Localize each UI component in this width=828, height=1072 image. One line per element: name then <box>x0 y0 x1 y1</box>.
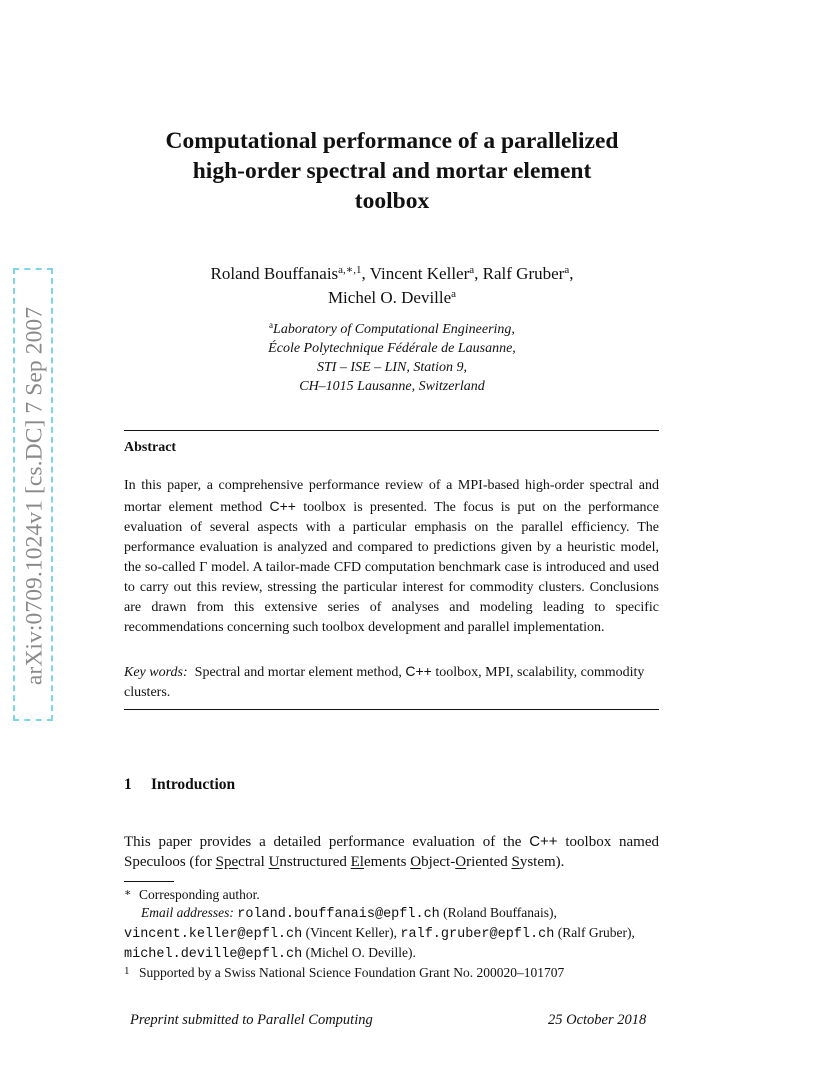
title-line: high-order spectral and mortar element <box>192 158 592 184</box>
cpp-label: C++ <box>269 498 296 514</box>
author-sup: a <box>469 264 475 276</box>
author-name: Ralf Gruber <box>482 264 565 283</box>
footnote-emails: Email addresses: roland.bouffanais@epfl.ch (Roland Bouffanais), <box>141 905 557 922</box>
affiliation-line: Laboratory of Computational Engineering, <box>273 322 515 337</box>
author-sup: a,∗,1 <box>338 264 362 276</box>
affiliation-line: STI – ISE – LIN, Station 9, <box>316 360 468 375</box>
author-sup: a <box>564 264 570 276</box>
title-line: toolbox <box>354 188 430 214</box>
affiliation-line: CH–1015 Lausanne, Switzerland <box>299 379 485 394</box>
email-link[interactable]: ralf.gruber@epfl.ch <box>400 927 555 942</box>
keywords-label: Key words: <box>124 665 188 680</box>
section-number: 1 <box>124 776 132 793</box>
abstract-bottom-rule <box>124 709 659 710</box>
footnote-rule <box>124 881 174 882</box>
keywords: Key words: Spectral and mortar element method, C++ toolbox, MPI, scalability, commodity clusters. <box>124 663 645 700</box>
title-line: Computational performance of a parallelized <box>165 128 619 154</box>
abstract-text: In this paper, a comprehensive performance review of a MPI-based high-order spectral and mortar element method C++ toolbox is presented. The focus is put on the performance evaluation of several aspects with a particular emphasis on the parallel efficiency. The performance evaluation is analyzed and compared to predictions given by a heuristic model, the so-called Γ model. A tailor-made CFD computation benchmark case is introduced and used to carry out this review, stressing the particular interest for commodity clusters. Conclusions are drawn from this extensive series of analyses and modeling leading to specific recommendations concerning such toolbox development and parallel implementation. <box>124 478 659 635</box>
arxiv-stamp: arXiv:0709.1024v1 [cs.DC] 7 Sep 2007 <box>21 306 48 686</box>
footnote-funding: 1 Supported by a Swiss National Science Foundation Grant No. 200020–101707 <box>124 965 565 980</box>
affiliation-marker: a <box>269 320 274 330</box>
intro-paragraph: This paper provides a detailed performance evaluation of the C++ toolbox named Speculoos (for Spectral Unstructured Elements Object-Oriented System). <box>124 833 659 870</box>
affiliation-line: École Polytechnique Fédérale de Lausanne, <box>268 341 516 356</box>
footnote-emails-cont: vincent.keller@epfl.ch (Vincent Keller), ralf.gruber@epfl.ch (Ralf Gruber), michel.deville@epfl.ch (Michel O. Deville). <box>124 925 635 962</box>
cpp-label: C++ <box>529 833 558 850</box>
paper-title <box>124 126 660 216</box>
email-link[interactable]: roland.bouffanais@epfl.ch <box>237 907 440 922</box>
author-name: Vincent Keller <box>369 264 470 283</box>
affiliation <box>124 320 660 396</box>
footer-date: 25 October 2018 <box>548 1012 647 1028</box>
author-name: Roland Bouffanais <box>210 264 339 283</box>
footnote-corresponding: ∗ Corresponding author. <box>124 887 260 902</box>
author-name: Michel O. Deville <box>327 288 452 307</box>
section-heading <box>124 776 235 794</box>
cpp-label: C++ <box>405 663 432 679</box>
email-link[interactable]: michel.deville@epfl.ch <box>124 947 303 962</box>
footnotes <box>124 886 659 982</box>
email-link[interactable]: vincent.keller@epfl.ch <box>124 927 303 942</box>
section-title: Introduction <box>151 776 236 793</box>
author-list: Roland Bouffanais$^{a,∗,1}$, Vincent Keller$^a$, Ralf Gruber$^a$, Michel O. Deville$^a$ <box>210 264 574 307</box>
footer-preprint: Preprint submitted to Parallel Computing <box>130 1012 373 1028</box>
abstract-heading: Abstract <box>124 440 177 455</box>
abstract-top-rule <box>124 430 659 431</box>
author-sup: a <box>451 288 457 300</box>
